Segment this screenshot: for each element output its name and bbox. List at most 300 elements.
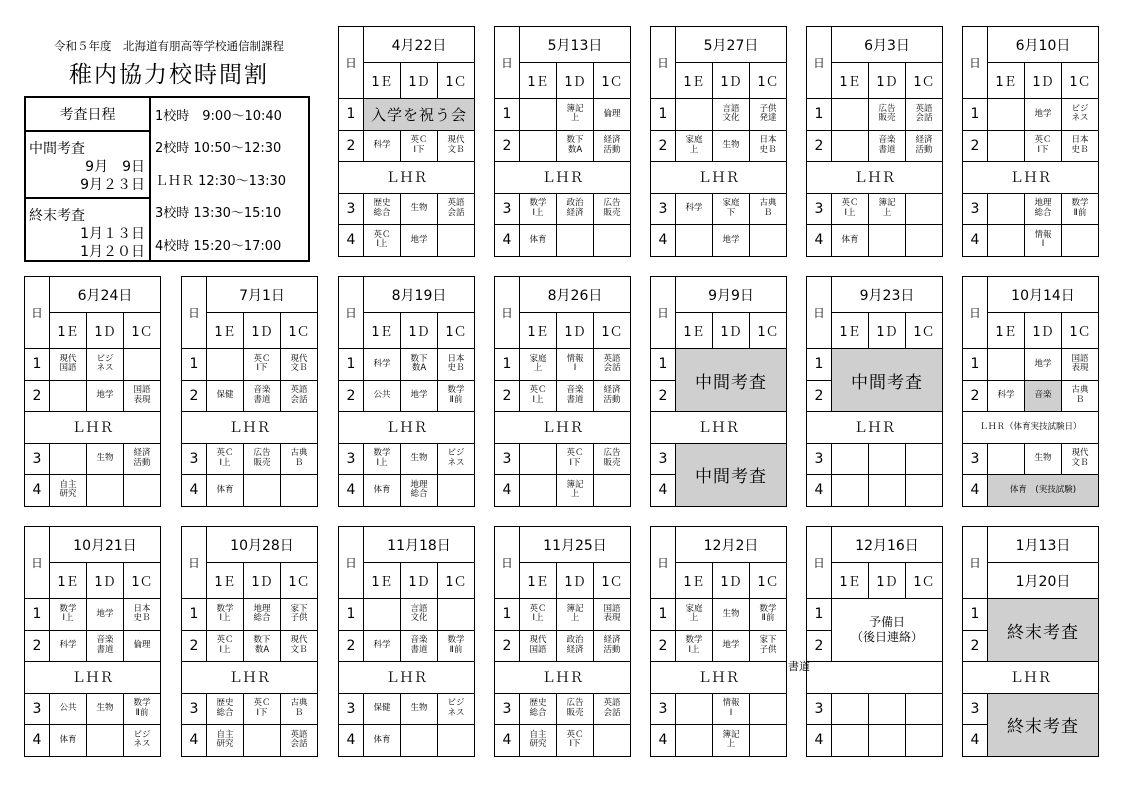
subject-cell: 日本 史Ｂ: [1062, 130, 1099, 162]
subject-cell: 体育: [364, 475, 401, 507]
subject-cell: 古典 Ｂ: [281, 693, 318, 725]
subject-cell: [988, 225, 1025, 257]
class-1d: 1Ｄ: [244, 563, 281, 599]
lhr-row: ＬＨＲ: [495, 412, 631, 444]
subject-cell: [520, 475, 557, 507]
subject-cell: 現代 文Ｂ: [438, 130, 475, 162]
subject-cell: [906, 475, 943, 507]
subject-cell: 家庭 上: [676, 130, 713, 162]
day-label: 日: [651, 527, 676, 599]
lhr-row: ＬＨＲ（体育実技試験日）: [963, 412, 1099, 444]
exam-label: 中間考査: [676, 349, 787, 412]
day-label: 日: [963, 527, 988, 599]
subject-cell: 現代 文Ｂ: [1062, 443, 1099, 475]
event-label: 入学を祝う会: [364, 99, 475, 131]
period-number: 1: [807, 349, 832, 381]
period-number: 2: [651, 630, 676, 662]
lhr-row: ＬＨＲ: [495, 162, 631, 194]
week-date: 11月18日: [364, 527, 475, 563]
day-label: 日: [339, 277, 364, 349]
subject-cell: ビジ ネス: [438, 443, 475, 475]
subject-cell: [750, 225, 787, 257]
period-number: 2: [495, 380, 520, 412]
subject-cell: 生物: [87, 443, 124, 475]
subject-cell: [244, 725, 281, 757]
period-number: 1: [651, 349, 676, 381]
page-title: 稚内協力校時間割: [69, 62, 269, 88]
week-block: [806, 526, 942, 756]
subject-cell: 簿記 上: [713, 725, 750, 757]
subject-cell: 地理 総合: [244, 599, 281, 631]
period-number: 2: [651, 130, 676, 162]
subject-cell: [750, 725, 787, 757]
subject-cell: 公共: [364, 380, 401, 412]
subject-cell: [244, 475, 281, 507]
period-number: 4: [807, 225, 832, 257]
class-1e: 1Ｅ: [988, 63, 1025, 99]
subject-cell: 情報 Ⅰ: [557, 349, 594, 381]
class-1c: 1Ｃ: [124, 313, 161, 349]
subject-cell: 地理 総合: [401, 475, 438, 507]
week-block: [181, 276, 317, 506]
subject-cell: 経済 活動: [594, 630, 631, 662]
class-1e: 1Ｅ: [988, 313, 1025, 349]
lhr-row: ＬＨＲ: [807, 162, 943, 194]
period-number: 3: [182, 443, 207, 475]
class-1d: 1Ｄ: [401, 63, 438, 99]
class-1d: 1Ｄ: [87, 313, 124, 349]
subject-cell: 生物: [713, 130, 750, 162]
subject-cell: 体育: [832, 225, 869, 257]
subject-cell: 倫理: [124, 630, 161, 662]
subject-cell: 数学 Ⅰ上: [207, 599, 244, 631]
period-number: 1: [182, 349, 207, 381]
subject-cell: [988, 443, 1025, 475]
subject-cell: 英Ｃ Ⅰ下: [557, 443, 594, 475]
subject-cell: 歴史 総合: [364, 193, 401, 225]
period-number: 3: [963, 193, 988, 225]
week-block: [494, 276, 630, 506]
lhr-row: ＬＨＲ: [25, 662, 161, 694]
week-block: [181, 526, 317, 756]
subject-cell: [906, 225, 943, 257]
subject-cell: 英語 会話: [906, 99, 943, 131]
final-date-1: 1月１３日: [80, 226, 145, 242]
class-1c: 1Ｃ: [594, 563, 631, 599]
subject-cell: 日本 史Ｂ: [750, 130, 787, 162]
period-number: 4: [807, 725, 832, 757]
class-1c: 1Ｃ: [1062, 313, 1099, 349]
subject-cell: 数学 Ⅱ前: [1062, 193, 1099, 225]
subject-cell: 地学: [87, 599, 124, 631]
period-number: 4: [963, 725, 988, 757]
subject-cell: 政治 経済: [557, 193, 594, 225]
class-1c: 1Ｃ: [750, 313, 787, 349]
class-1c: 1Ｃ: [906, 563, 943, 599]
subject-cell: [832, 443, 869, 475]
period-number: 4: [807, 475, 832, 507]
period-number: 1: [25, 349, 50, 381]
period-number: 2: [495, 630, 520, 662]
day-label: 日: [807, 527, 832, 599]
lhr-row: ＬＨＲ: [963, 162, 1099, 194]
subject-cell: 地学: [401, 225, 438, 257]
period-number: 3: [182, 693, 207, 725]
class-1e: 1Ｅ: [676, 63, 713, 99]
subject-cell: 数学 Ⅰ上: [676, 630, 713, 662]
subject-cell: 古典 Ｂ: [1062, 380, 1099, 412]
exam-label: 終末考査: [988, 693, 1099, 756]
period-number: 4: [963, 475, 988, 507]
final-label: 終末考査: [29, 208, 85, 224]
subject-cell: 数学 Ⅰ上: [50, 599, 87, 631]
class-1c: 1Ｃ: [906, 313, 943, 349]
period-number: 3: [651, 443, 676, 475]
week-date: 12月16日: [832, 527, 943, 563]
subject-cell: 言語 文化: [713, 99, 750, 131]
subject-cell: 公共: [50, 693, 87, 725]
subject-cell: 英Ｃ Ⅰ下: [557, 725, 594, 757]
period-number: 4: [182, 725, 207, 757]
subject-cell: 自主 研究: [520, 725, 557, 757]
subject-cell: [906, 193, 943, 225]
week-block: [806, 276, 942, 506]
subject-cell: 数学 Ⅰ上: [520, 193, 557, 225]
subject-cell: 日本 史Ｂ: [124, 599, 161, 631]
subject-cell: [869, 225, 906, 257]
subject-cell: 数学 Ⅱ前: [438, 630, 475, 662]
class-1d: 1Ｄ: [557, 563, 594, 599]
subject-cell: [438, 225, 475, 257]
period-number: 4: [651, 475, 676, 507]
period-number: 2: [182, 380, 207, 412]
day-label: 日: [25, 527, 50, 599]
class-1e: 1Ｅ: [520, 313, 557, 349]
day-label: 日: [339, 527, 364, 599]
subject-cell: 経済 活動: [124, 443, 161, 475]
subject-cell: ビジ ネス: [87, 349, 124, 381]
week-block: [494, 26, 630, 256]
day-label: 日: [807, 27, 832, 99]
class-1d: 1Ｄ: [869, 63, 906, 99]
subject-cell: 英Ｃ Ⅰ上: [207, 443, 244, 475]
lhr-row: ＬＨＲ: [339, 412, 475, 444]
subject-cell: 数下 数A: [401, 349, 438, 381]
period-number: 1: [963, 99, 988, 131]
subject-cell: [832, 99, 869, 131]
subject-cell: 保健: [364, 693, 401, 725]
class-1c: 1Ｃ: [906, 63, 943, 99]
subject-cell: [906, 693, 943, 725]
period-number: 4: [25, 475, 50, 507]
subject-cell: 英Ｃ Ⅰ下: [1025, 130, 1062, 162]
subject-cell: [832, 693, 869, 725]
subject-cell: 現代 文Ｂ: [281, 349, 318, 381]
day-label: 日: [651, 27, 676, 99]
subject-cell: [401, 725, 438, 757]
week-date: 9月23日: [832, 277, 943, 313]
subject-cell: 英語 会話: [281, 380, 318, 412]
subject-cell: 科学: [988, 380, 1025, 412]
subject-cell: 広告 販売: [557, 693, 594, 725]
subject-cell: 生物: [401, 693, 438, 725]
class-1c: 1Ｃ: [281, 313, 318, 349]
week-block: [962, 276, 1098, 506]
period-number: 2: [25, 630, 50, 662]
subject-cell: 生物: [401, 193, 438, 225]
subject-cell: 地学: [713, 225, 750, 257]
subject-cell: 英Ｃ Ⅰ上: [832, 193, 869, 225]
period-number: 4: [495, 725, 520, 757]
subject-cell: [676, 693, 713, 725]
school-subtitle: 令和５年度 北海道有朋高等学校通信制課程: [54, 39, 284, 53]
subject-cell: [124, 475, 161, 507]
subject-cell: 生物: [401, 443, 438, 475]
subject-cell: 生物: [1025, 443, 1062, 475]
subject-cell: 国語 表現: [1062, 349, 1099, 381]
final-date-2: 1月２０日: [80, 244, 145, 260]
period-number: 4: [25, 725, 50, 757]
day-label: 日: [495, 277, 520, 349]
subject-cell: 情報 Ⅰ: [1025, 225, 1062, 257]
subject-cell: 倫理: [594, 99, 631, 131]
week-block: [650, 276, 786, 506]
week-date: 1月13日: [988, 527, 1099, 563]
period-number: 3: [807, 193, 832, 225]
week-date: 8月26日: [520, 277, 631, 313]
subject-cell: 子供 発達: [750, 99, 787, 131]
subject-cell: 歴史 総合: [520, 693, 557, 725]
week-date: 6月10日: [988, 27, 1099, 63]
subject-cell: [207, 349, 244, 381]
subject-cell: [50, 380, 87, 412]
subject-cell: 自主 研究: [50, 475, 87, 507]
class-1e: 1Ｅ: [364, 313, 401, 349]
subject-cell: 体育: [520, 225, 557, 257]
subject-cell: 簿記 上: [557, 475, 594, 507]
subject-cell: 英Ｃ Ⅰ上: [364, 225, 401, 257]
subject-cell: 簿記 上: [869, 193, 906, 225]
period-number: 1: [495, 599, 520, 631]
period-number: 2: [339, 380, 364, 412]
week-date: 11月25日: [520, 527, 631, 563]
exam-label: 中間考査: [832, 349, 943, 412]
period-number: 3: [495, 693, 520, 725]
class-1e: 1Ｅ: [207, 563, 244, 599]
period-number: 4: [651, 725, 676, 757]
subject-cell: 古典 Ｂ: [281, 443, 318, 475]
subject-cell: [50, 443, 87, 475]
period-number: 3: [339, 193, 364, 225]
class-1d: 1Ｄ: [401, 563, 438, 599]
class-1c: 1Ｃ: [281, 563, 318, 599]
subject-cell: 国語 表現: [124, 380, 161, 412]
period-number: 2: [963, 130, 988, 162]
subject-cell: [676, 725, 713, 757]
subject-cell: 数下 数A: [557, 130, 594, 162]
exam-note: 体育 (実技試験): [988, 475, 1099, 507]
time-lhr: ＬＨＲ 12:30～13:30: [155, 173, 287, 189]
subject-cell: [869, 475, 906, 507]
lhr-row: ＬＨＲ: [339, 162, 475, 194]
subject-cell: [520, 130, 557, 162]
subject-cell: 広告 販売: [869, 99, 906, 131]
subject-cell: 英Ｃ Ⅰ上: [207, 630, 244, 662]
period-number: 2: [25, 380, 50, 412]
midterm-label: 中間考査: [29, 141, 85, 157]
subject-cell: [87, 725, 124, 757]
week-block: [806, 26, 942, 256]
period-number: 3: [963, 443, 988, 475]
subject-cell: [520, 99, 557, 131]
subject-cell: 英語 会話: [594, 693, 631, 725]
midterm-block: [26, 132, 149, 199]
subject-cell: 簿記 上: [557, 599, 594, 631]
exam-heading: 考査日程: [26, 98, 149, 132]
subject-cell: 地学: [713, 630, 750, 662]
subject-cell: [281, 475, 318, 507]
period-number: 1: [25, 599, 50, 631]
lhr-row: ＬＨＲ: [182, 662, 318, 694]
subject-cell: 経済 活動: [906, 130, 943, 162]
week-block: [24, 526, 160, 756]
class-1c: 1Ｃ: [594, 313, 631, 349]
period-number: 1: [807, 599, 832, 631]
lhr-row: ＬＨＲ: [182, 412, 318, 444]
period-number: 3: [651, 693, 676, 725]
period-number: 4: [339, 475, 364, 507]
class-1c: 1Ｃ: [750, 63, 787, 99]
subject-cell: 科学: [50, 630, 87, 662]
period-number: 1: [963, 599, 988, 631]
subject-cell: 数学 Ⅱ前: [438, 380, 475, 412]
week-date: 8月19日: [364, 277, 475, 313]
period-number: 1: [339, 349, 364, 381]
day-label: 日: [651, 277, 676, 349]
day-label: 日: [182, 527, 207, 599]
period-number: 1: [651, 99, 676, 131]
lhr-row: ＬＨＲ: [963, 662, 1099, 694]
period-number: 3: [651, 193, 676, 225]
subject-cell: [520, 443, 557, 475]
period-number: 2: [807, 630, 832, 662]
subject-cell: 現代 文Ｂ: [281, 630, 318, 662]
class-1d: 1Ｄ: [557, 313, 594, 349]
class-1e: 1Ｅ: [520, 563, 557, 599]
class-1e: 1Ｅ: [364, 63, 401, 99]
subject-cell: 生物: [713, 599, 750, 631]
period-number: 4: [495, 225, 520, 257]
subject-cell: 地学: [1025, 349, 1062, 381]
week-date: 10月14日: [988, 277, 1099, 313]
subject-cell: 広告 販売: [244, 443, 281, 475]
time-period-2: 2校時 10:50～12:30: [155, 141, 282, 157]
subject-cell: [988, 349, 1025, 381]
subject-cell: 英Ｃ Ⅰ下: [401, 130, 438, 162]
class-1d: 1Ｄ: [557, 63, 594, 99]
exam-dates: [26, 98, 151, 260]
class-1d: 1Ｄ: [1025, 313, 1062, 349]
period-number: 4: [339, 725, 364, 757]
subject-cell: 地理 総合: [1025, 193, 1062, 225]
exam-label: 中間考査: [676, 443, 787, 506]
subject-cell: [869, 693, 906, 725]
class-1e: 1Ｅ: [50, 563, 87, 599]
subject-cell: 国語 表現: [594, 599, 631, 631]
week-block: [338, 526, 474, 756]
week-block: [24, 276, 160, 506]
lhr-row: ＬＨＲ: [495, 662, 631, 694]
day-label: 日: [495, 527, 520, 599]
class-1e: 1Ｅ: [832, 563, 869, 599]
class-1d: 1Ｄ: [869, 313, 906, 349]
subject-cell: 音楽 書道: [869, 130, 906, 162]
class-1c: 1Ｃ: [124, 563, 161, 599]
class-1c: 1Ｃ: [594, 63, 631, 99]
subject-cell: 科学: [364, 630, 401, 662]
subject-cell: 英Ｃ Ⅰ下: [244, 693, 281, 725]
period-number: 4: [339, 225, 364, 257]
subject-cell: 古典 Ｂ: [750, 193, 787, 225]
class-1e: 1Ｅ: [676, 563, 713, 599]
period-number: 2: [651, 380, 676, 412]
subject-cell: [988, 193, 1025, 225]
period-number: 3: [495, 193, 520, 225]
class-1c: 1Ｃ: [750, 563, 787, 599]
subject-cell: 広告 販売: [594, 193, 631, 225]
subject-cell: 経済 活動: [594, 380, 631, 412]
class-1d: 1Ｄ: [87, 563, 124, 599]
class-1d: 1Ｄ: [713, 63, 750, 99]
class-1e: 1Ｅ: [676, 313, 713, 349]
subject-cell: 体育: [364, 725, 401, 757]
exam-label: 終末考査: [988, 599, 1099, 662]
subject-cell: [906, 725, 943, 757]
lhr-row: [807, 662, 943, 694]
subject-cell: [869, 725, 906, 757]
lhr-row: ＬＨＲ: [651, 162, 787, 194]
period-number: 2: [339, 130, 364, 162]
header: [24, 38, 314, 89]
subject-cell: 情報 Ⅰ: [713, 693, 750, 725]
class-1d: 1Ｄ: [713, 313, 750, 349]
class-1d: 1Ｄ: [244, 313, 281, 349]
class-1d: 1Ｄ: [869, 563, 906, 599]
period-number: 1: [807, 99, 832, 131]
subject-cell: 英Ｃ Ⅰ上: [520, 380, 557, 412]
lhr-row: ＬＨＲ: [25, 412, 161, 444]
period-number: 1: [651, 599, 676, 631]
subject-cell: 現代 国語: [50, 349, 87, 381]
subject-cell: [750, 693, 787, 725]
day-label: 日: [495, 27, 520, 99]
week-block: [650, 26, 786, 256]
week-date: 5月27日: [676, 27, 787, 63]
period-times: [151, 98, 308, 260]
period-number: 1: [182, 599, 207, 631]
week-date: 9月9日: [676, 277, 787, 313]
subject-cell: 家庭 下: [713, 193, 750, 225]
subject-cell: 家下 子供: [281, 599, 318, 631]
period-number: 3: [25, 443, 50, 475]
period-number: 2: [963, 380, 988, 412]
week-date-2: 1月20日: [988, 563, 1099, 599]
day-label: 日: [182, 277, 207, 349]
subject-cell: 家庭 上: [520, 349, 557, 381]
lhr-row: ＬＨＲ: [651, 662, 787, 694]
week-block: [962, 26, 1098, 256]
subject-cell: 音楽 書道: [244, 380, 281, 412]
